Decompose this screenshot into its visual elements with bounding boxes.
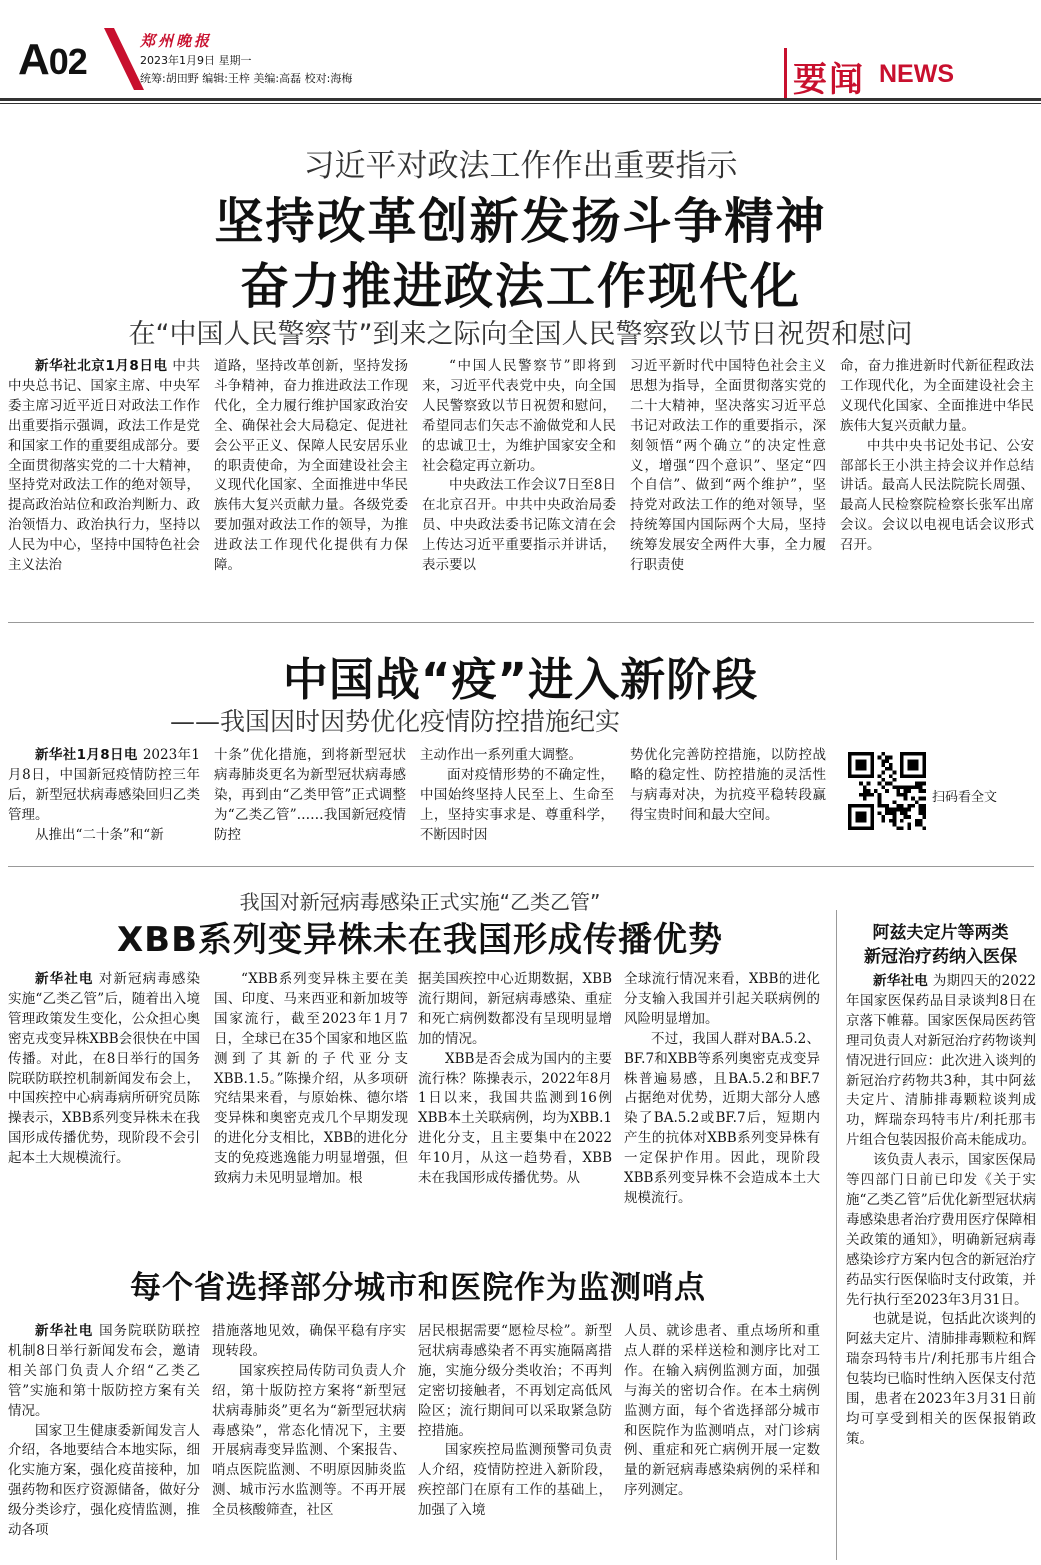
masthead-slash-icon xyxy=(100,28,144,90)
sidebar-headline-line2: 新冠治疗药纳入医保 xyxy=(864,947,1017,967)
paragraph: 命，奋力推进新时代新征程政法工作现代化，为全面建设社会主义现代化国家、全面推进中华民族伟大复兴贡献力量。 xyxy=(840,358,1034,434)
story2-headline: 中国战“疫”进入新阶段 xyxy=(282,653,759,706)
paragraph: 新华社电 为期四天的2022年国家医保药品目录谈判8日在京落下帷幕。国家医保局医药管理司负责人对新冠治疗药物谈判情况进行回应：此次进入谈判的新冠治疗药物共3种，其中阿兹夫定片、清肺排毒颗粒谈判成功，辉瑞奈玛特韦片/利托那韦片组合包装因报价高未能成功。 xyxy=(846,973,1036,1149)
story4-headline: 每个省选择部分城市和医院作为监测哨点 xyxy=(130,1270,706,1306)
paragraph: 也就是说，包括此次谈判的阿兹夫定片、清肺排毒颗粒和辉瑞奈玛特韦片/利托那韦片组合包装均已临时性纳入医保支付范围，患者在2023年3月31日前均可享受到相关的医保报销政策。 xyxy=(846,1311,1036,1447)
story1-column-5 xyxy=(840,357,1034,601)
paragraph: 新华社1月8日电 2023年1月8日，中国新冠疫情防控三年后，新型冠状病毒感染回归乙类管理。 xyxy=(8,747,200,823)
story1-column-3 xyxy=(422,357,616,601)
paragraph: 中共中央书记处书记、公安部部长王小洪主持会议并作总结讲话。最高人民法院院长周强、最高人民检察院检察长张军出席会议。会议以电视电话会议形式召开。 xyxy=(840,437,1034,554)
paragraph: 国家卫生健康委新闻发言人介绍，各地要结合本地实际，细化实施方案，强化疫苗接种，加强药物和医疗资源储备，做好分级分类诊疗，强化疫情监测，推动各项 xyxy=(8,1422,200,1539)
story2-column-1 xyxy=(8,746,200,846)
masthead-rule-thin xyxy=(0,103,1041,104)
sidebar-divider xyxy=(836,910,837,1560)
paragraph: 中央政法工作会议7日至8日在北京召开。中共中央政治局委员、中央政法委书记陈文清在会上传达习近平重要指示并讲话，表示要以 xyxy=(422,477,616,574)
story4-column-2 xyxy=(212,1322,406,1560)
paragraph: 全球流行情况来看，XBB的进化分支输入我国并引起关联病例的风险明显增加。 xyxy=(624,971,820,1027)
story4-column-3 xyxy=(418,1322,612,1560)
story4-column-4: 人员、就诊患者、重点场所和重点人群的采样送检和测序比对工作。在输入病例监测方面，加强与海关的密切合作。在本土病例监测方面，每个省选择部分城市和医院作为监测哨点，对门诊病例、重症和死亡病例开展一定数量的新冠病毒感染病例的采样和序列测定。 xyxy=(624,1323,820,1499)
staff-credits: 统筹:胡田野 编辑:王梓 美编:高磊 校对:海梅 xyxy=(140,72,353,85)
sidebar-headline-line1: 阿兹夫定片等两类 xyxy=(872,923,1009,943)
story1-kicker: 习近平对政法工作作出重要指示 xyxy=(303,148,738,184)
story1-dateline: 新华社北京1月8日电 xyxy=(35,358,168,374)
paragraph: 不过，我国人群对BA.5.2、BF.7和XBB等系列奥密克戎变异株普遍易感，且BA.5.2和BF.7占据绝对优势，近期大部分人感染了BA.5.2或BF.7后，短期内产生的抗体对XBB系列变异株有一定保护作用。因此，现阶段XBB系列变异株不会造成本土大规模流行。 xyxy=(624,1030,820,1206)
masthead-rule xyxy=(0,98,1041,101)
paragraph: 国家疾控局监测预警司负责人介绍，疫情防控进入新阶段，疾控部门在原有工作的基础上，加强了入境 xyxy=(418,1442,612,1519)
story1-headline-line2: 奋力推进政法工作现代化 xyxy=(239,258,801,315)
paragraph: XBB是否会成为国内的主要流行株？陈操表示，2022年8月1日以来，我国共监测到16例XBB本土关联病例，均为XBB.1进化分支，且主要集中在2022年10月，从这一趋势看，XBB未在我国形成传播优势。从 xyxy=(418,1050,612,1187)
paragraph: 主动作出一系列重大调整。 xyxy=(420,747,582,763)
sidebar-body xyxy=(846,972,1036,1557)
story2-column-2: 十条”优化措施，到将新型冠状病毒肺炎更名为新型冠状病毒感染，再到由“乙类甲管”正式调整为“乙类乙管”……我国新冠疫情防控 xyxy=(214,747,406,843)
dateline: 新华社1月8日电 xyxy=(35,747,143,763)
paper-logo: 郑州晚报 xyxy=(140,32,213,50)
story2-column-4: 势优化完善防控措施，以防控战略的稳定性、防控措施的灵活性与病毒对决，为抗疫平稳转段赢得宝贵时间和最大空间。 xyxy=(630,747,826,823)
page-number: A02 xyxy=(18,35,87,84)
divider xyxy=(8,866,1034,867)
section-label-cn: 要闻 xyxy=(793,60,865,100)
qr-code-label: 扫码看全文 xyxy=(932,790,998,805)
story3-headline: XBB系列变异株未在我国形成传播优势 xyxy=(116,920,724,960)
paragraph: 措施落地见效，确保平稳有序实现转段。 xyxy=(212,1323,406,1359)
paragraph: 新华社电 国务院联防联控机制8日举行新闻发布会，邀请相关部门负责人介绍“乙类乙管”实施和第十版防控方案有关情况。 xyxy=(8,1323,200,1419)
story1-column-2: 道路，坚持改革创新，坚持发扬斗争精神，奋力推进政法工作现代化，全力履行维护国家政治安全、确保社会大局稳定、促进社会公平正义、保障人民安居乐业的职责使命，为全面建设社会主义现代化国家、全面推进中华民族伟大复兴贡献力量。各级党委要加强对政法工作的领导，为推进政法工作现代化提供有力保障。 xyxy=(214,358,408,574)
story3-kicker: 我国对新冠病毒感染正式实施“乙类乙管” xyxy=(239,890,601,914)
story3-dateline: 新华社电 xyxy=(35,971,94,987)
story2-column-3 xyxy=(420,746,614,846)
paragraph: 据美国疾控中心近期数据，XBB流行期间，新冠病毒感染、重症和死亡病例数都没有呈现明显增加的情况。 xyxy=(418,971,612,1047)
qr-code-icon[interactable] xyxy=(848,752,926,830)
issue-date: 2023年1月9日 星期一 xyxy=(140,54,252,67)
story4-column-1 xyxy=(8,1322,200,1560)
story2-subhead: ——我国因时因势优化疫情防控措施纪实 xyxy=(170,707,621,736)
story3-column-1: 新华社电 对新冠病毒感染实施“乙类乙管”后，随着出入境管理政策发生变化，公众担心奥密克戎变异株XBB会很快在中国传播。对此，在8日举行的国务院联防联控机制新闻发布会上，中国疾控中心病毒病所研究员陈操表示，XBB系列变异株未在我国形成传播优势，现阶段不会引起本土大规模流行。 xyxy=(8,971,200,1167)
paragraph: 面对疫情形势的不确定性，中国始终坚持人民至上、生命至上，坚持实事求是、尊重科学，不断因时因 xyxy=(420,766,614,843)
paragraph: 居民根据需要“愿检尽检”。新型冠状病毒感染者不再实施隔离措施，实施分级分类收治；不再判定密切接触者，不再划定高低风险区；流行期间可以采取紧急防控措施。 xyxy=(418,1323,612,1439)
section-label-en: NEWS xyxy=(879,60,954,88)
story1-column-1: 新华社北京1月8日电 中共中央总书记、国家主席、中央军委主席习近平近日对政法工作作出重要指示强调，政法工作是党和国家工作的重要组成部分。要全面贯彻落实党的二十大精神，坚持党对政法工作的绝对领导，提高政治站位和政治判断力、政治领悟力、政治执行力，坚持以人民为中心，坚持中国特色社会主义法治 xyxy=(8,358,200,574)
story3-column-3 xyxy=(418,970,612,1235)
section-label xyxy=(784,48,1039,98)
story3-column-4 xyxy=(624,970,820,1235)
story1-headline-line1: 坚持改革创新发扬斗争精神 xyxy=(214,193,827,250)
story3-column-2: “XBB系列变异株主要在美国、印度、马来西亚和新加坡等国家流行，截至2023年1月7日，全球已在35个国家和地区监测到了其新的子代亚分支XBB.1.5。”陈操介绍，从多项研究结果来看，与原始株、德尔塔变异株和奥密克戎几个早期发现的进化分支相比，XBB的进化分支的免疫逃逸能力明显增强，但致病力未见明显增加。根 xyxy=(214,971,408,1187)
paragraph: 国家疾控局传防司负责人介绍，第十版防控方案将“新型冠状病毒肺炎”更名为“新型冠状病毒感染”，常态化情况下，主要开展病毒变异监测、个案报告、哨点医院监测、不明原因肺炎监测、城市污水监测等。不再开展全员核酸筛查，社区 xyxy=(212,1362,406,1519)
paragraph: “中国人民警察节”即将到来，习近平代表党中央，向全国人民警察致以节日祝贺和慰问，希望同志们矢志不渝做党和人民的忠诚卫士，为维护国家安全和社会稳定再立新功。 xyxy=(422,358,616,474)
dateline: 新华社电 xyxy=(873,973,933,989)
paragraph: 该负责人表示，国家医保局等四部门日前已印发《关于实施“乙类乙管”后优化新型冠状病毒感染患者治疗费用医疗保障相关政策的通知》，明确新冠病毒感染诊疗方案内包含的新冠治疗药品实行医保临时支付政策，并先行执行至2023年3月31日。 xyxy=(846,1152,1036,1308)
story1-subhead: 在“中国人民警察节”到来之际向全国人民警察致以节日祝贺和慰问 xyxy=(128,319,913,350)
dateline: 新华社电 xyxy=(35,1323,100,1339)
story1-column-4: 习近平新时代中国特色社会主义思想为指导，全面贯彻落实党的二十大精神，坚决落实习近平总书记对政法工作的重要指示，深刻领悟“两个确立”的决定性意义，增强“四个意识”、坚定“四个自信”、做到“两个维护”，坚持党对政法工作的绝对领导，坚持统筹国内国际两个大局，坚持统筹发展安全两件大事，全力履行职责使 xyxy=(630,358,826,574)
divider xyxy=(8,622,1034,623)
paragraph: 从推出“二十条”和“新 xyxy=(35,826,164,843)
